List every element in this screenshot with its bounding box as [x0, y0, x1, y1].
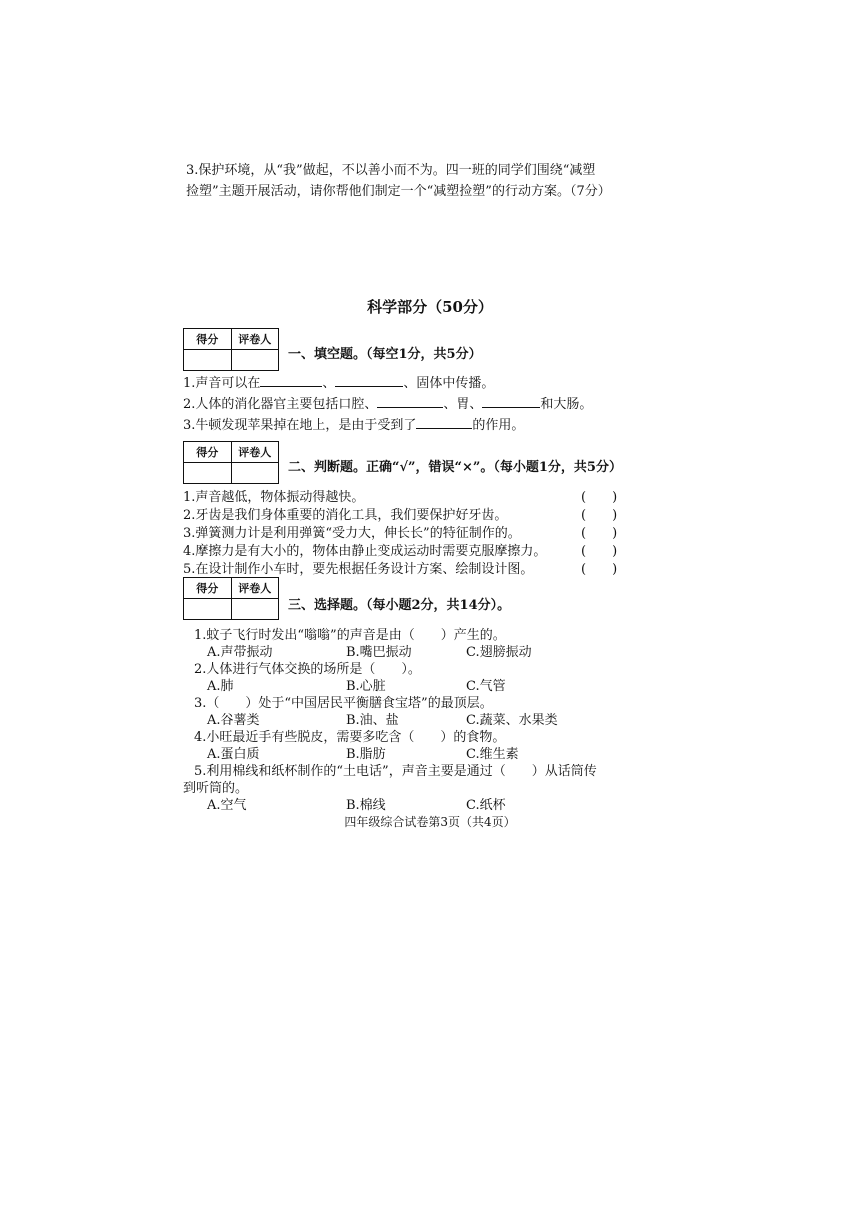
choice-question-5-line-1: 5.利用棉线和纸杯制作的“土电话”，声音主要是通过（ ）从话筒传 — [194, 764, 597, 779]
choice-3-option-b[interactable]: B.油、盐 — [346, 713, 399, 728]
score-cell[interactable] — [184, 599, 232, 620]
judge-answer-2[interactable]: ( ) — [581, 508, 618, 523]
choice-2-option-b[interactable]: B.心脏 — [346, 679, 386, 694]
judge-answer-1[interactable]: ( ) — [581, 490, 618, 505]
fill-q1-blank-1[interactable] — [260, 372, 322, 387]
fill-q3-text-b: 的作用。 — [472, 418, 525, 433]
score-label: 得分 — [184, 578, 232, 599]
fill-q3-blank[interactable] — [416, 414, 472, 429]
choice-question-3: 3.（ ）处于“中国居民平衡膳食宝塔”的最顶层。 — [194, 696, 493, 711]
score-box-2 — [183, 441, 279, 484]
fill-question-2 — [183, 393, 592, 412]
judge-answer-3[interactable]: ( ) — [581, 526, 618, 541]
grader-label: 评卷人 — [231, 329, 279, 350]
score-cell[interactable] — [184, 463, 232, 484]
score-label: 得分 — [184, 329, 232, 350]
score-cell[interactable] — [184, 350, 232, 371]
choice-1-option-b[interactable]: B.嘴巴振动 — [346, 645, 412, 660]
judge-item-3: 3.弹簧测力计是利用弹簧“受力大，伸长长”的特征制作的。 — [183, 526, 521, 541]
part3-heading: 三、选择题。（每小题2分，共14分）。 — [288, 598, 511, 613]
choice-2-option-c[interactable]: C.气管 — [466, 679, 506, 694]
intro-line-1: 3.保护环境，从“我”做起，不以善小而不为。四一班的同学们围绕“减塑 — [186, 163, 596, 178]
score-box-1 — [183, 328, 279, 371]
fill-q3-text-a: 3.牛顿发现苹果掉在地上，是由于受到了 — [183, 418, 417, 433]
choice-5-option-c[interactable]: C.纸杯 — [466, 798, 506, 813]
page-footer: 四年级综合试卷第3页（共4页） — [344, 815, 516, 829]
judge-item-4: 4.摩擦力是有大小的，物体由静止变成运动时需要克服摩擦力。 — [183, 544, 547, 559]
fill-q2-sep: 、胃、 — [443, 397, 483, 412]
choice-3-option-a[interactable]: A.谷薯类 — [207, 713, 260, 728]
judge-item-1: 1.声音越低，物体振动得越快。 — [183, 490, 365, 505]
fill-q2-text-b: 和大肠。 — [540, 397, 593, 412]
fill-question-3 — [183, 414, 524, 433]
choice-4-option-a[interactable]: A.蛋白质 — [207, 747, 260, 762]
fill-q1-text-a: 1.声音可以在 — [183, 376, 261, 391]
part1-heading: 一、填空题。（每空1分，共5分） — [288, 347, 482, 362]
score-box-3 — [183, 577, 279, 620]
fill-question-1 — [183, 372, 494, 391]
fill-q2-blank-1[interactable] — [377, 393, 443, 408]
section-title: 科学部分（50分） — [367, 298, 493, 316]
fill-q1-text-b: 、固体中传播。 — [403, 376, 495, 391]
choice-question-5-line-2: 到听筒的。 — [183, 781, 249, 796]
fill-q2-blank-2[interactable] — [482, 393, 540, 408]
grader-label: 评卷人 — [231, 442, 279, 463]
choice-4-option-b[interactable]: B.脂肪 — [346, 747, 386, 762]
choice-1-option-a[interactable]: A.声带振动 — [207, 645, 273, 660]
choice-3-option-c[interactable]: C.蔬菜、水果类 — [466, 713, 558, 728]
grader-label: 评卷人 — [231, 578, 279, 599]
judge-answer-5[interactable]: ( ) — [581, 562, 618, 577]
grader-cell[interactable] — [231, 463, 279, 484]
fill-q1-blank-2[interactable] — [335, 372, 403, 387]
judge-item-2: 2.牙齿是我们身体重要的消化工具，我们要保护好牙齿。 — [183, 508, 508, 523]
fill-q2-text-a: 2.人体的消化器官主要包括口腔、 — [183, 397, 378, 412]
intro-line-2: 捡塑”主题开展活动，请你帮他们制定一个“减塑捡塑”的行动方案。（7分） — [186, 184, 611, 199]
choice-5-option-a[interactable]: A.空气 — [207, 798, 247, 813]
choice-question-1: 1.蚊子飞行时发出“嗡嗡”的声音是由（ ）产生的。 — [194, 628, 506, 643]
judge-answer-4[interactable]: ( ) — [581, 544, 618, 559]
choice-question-4: 4.小旺最近手有些脱皮，需要多吃含（ ）的食物。 — [194, 730, 506, 745]
judge-item-5: 5.在设计制作小车时，要先根据任务设计方案、绘制设计图。 — [183, 562, 534, 577]
grader-cell[interactable] — [231, 599, 279, 620]
part2-heading: 二、判断题。正确“√”，错误“×”。（每小题1分，共5分） — [288, 460, 622, 475]
score-label: 得分 — [184, 442, 232, 463]
choice-4-option-c[interactable]: C.维生素 — [466, 747, 519, 762]
choice-1-option-c[interactable]: C.翅膀振动 — [466, 645, 532, 660]
choice-2-option-a[interactable]: A.肺 — [207, 679, 234, 694]
fill-q1-sep: 、 — [322, 376, 336, 391]
choice-question-2: 2.人体进行气体交换的场所是（ ）。 — [194, 662, 421, 677]
grader-cell[interactable] — [231, 350, 279, 371]
choice-5-option-b[interactable]: B.棉线 — [346, 798, 386, 813]
